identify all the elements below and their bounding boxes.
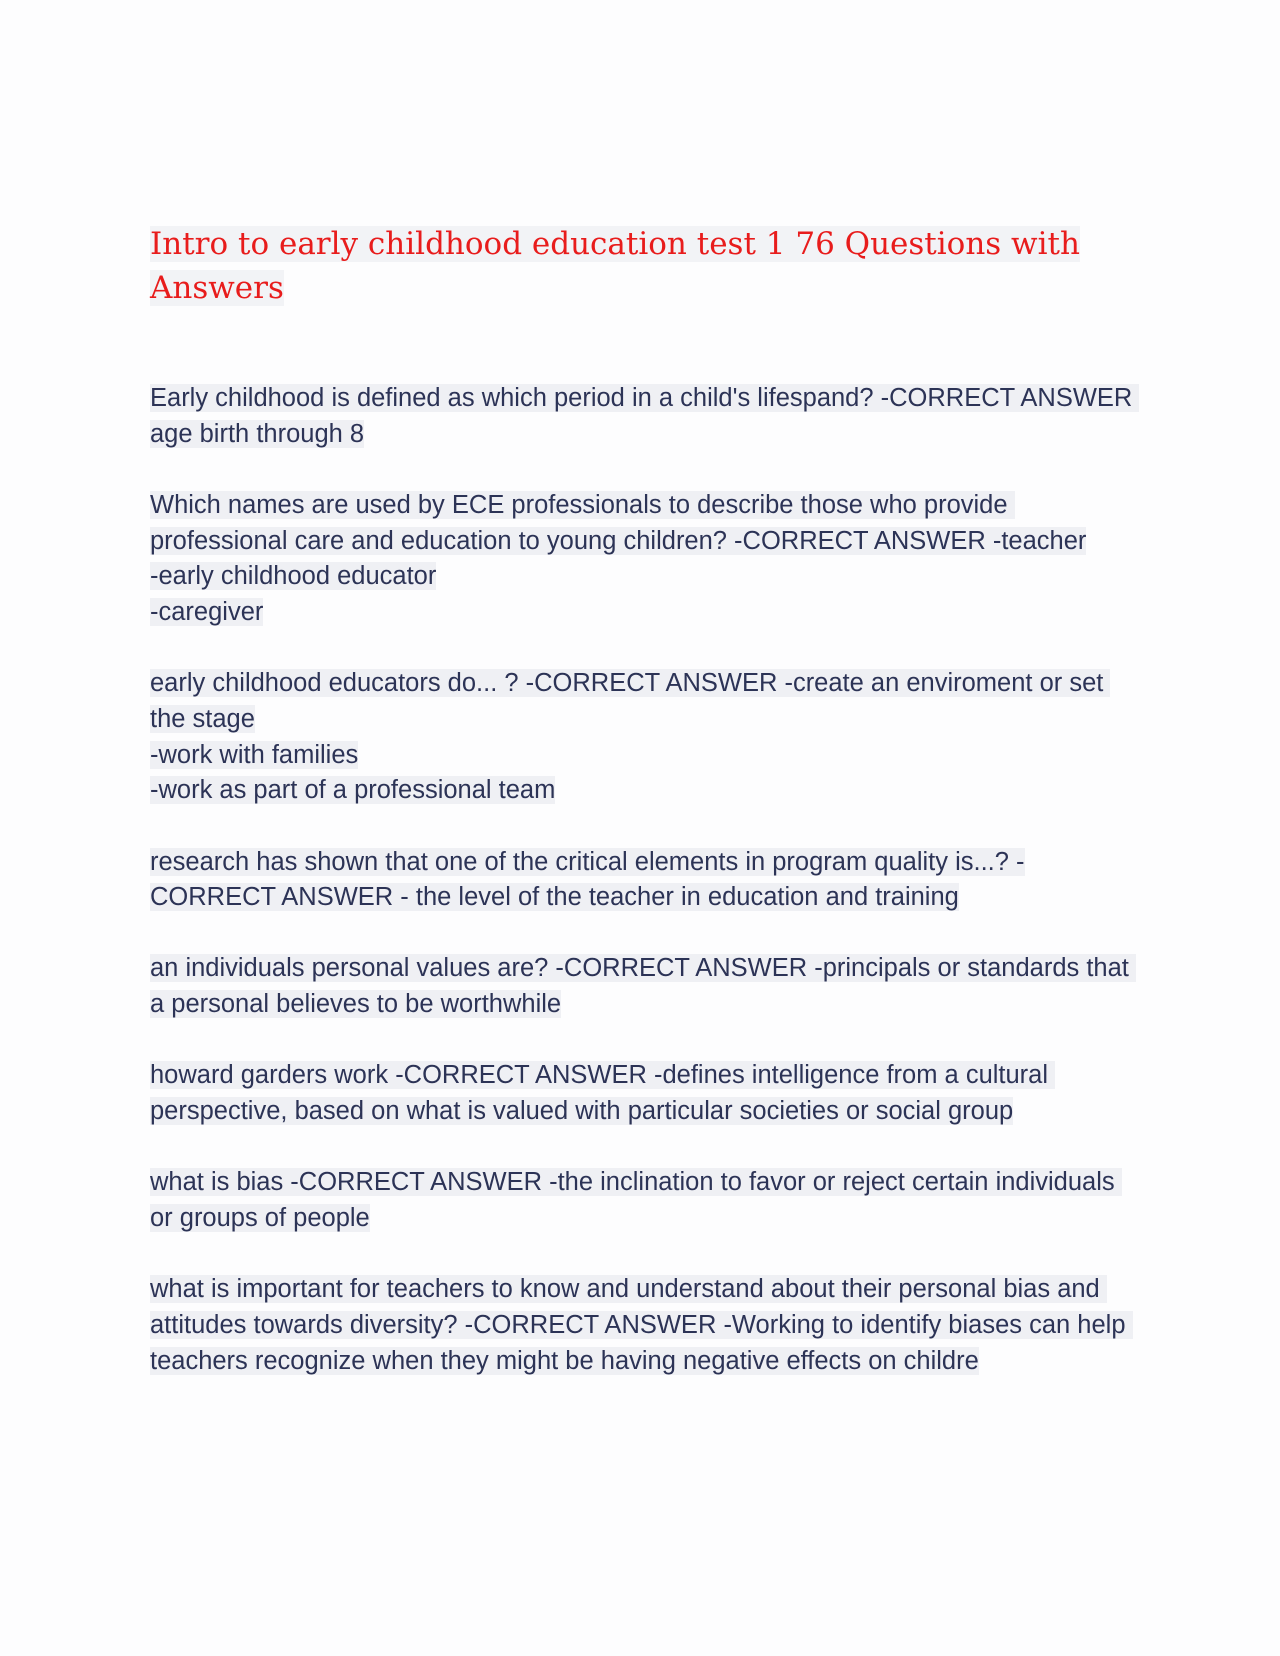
qa-item-text: what is important for teachers to know and understand about their personal bias and attitudes towards diversity? -CORRECT ANSWER -Working to identify biases can help teachers recognize when they might be having negative effects on childre <box>150 1275 1133 1375</box>
qa-item-text: an individuals personal values are? -CORRECT ANSWER -principals or standards that a personal believes to be worthwhile <box>150 954 1136 1019</box>
qa-list <box>150 381 1140 1379</box>
qa-item-text: early childhood educators do... ? -CORRECT ANSWER -create an enviroment or set the stage -work with families -work as part of a professional team <box>150 669 1110 804</box>
document-title <box>150 222 1140 310</box>
qa-item-text: what is bias -CORRECT ANSWER -the inclination to favor or reject certain individuals or groups of people <box>150 1168 1122 1232</box>
document-title-text: Intro to early childhood education test 1 76 Questions with Answers <box>150 226 1080 306</box>
qa-item-4 <box>150 845 1140 916</box>
qa-item-1 <box>150 381 1140 452</box>
qa-item-2 <box>150 488 1140 631</box>
qa-item-text: research has shown that one of the critical elements in program quality is...? -CORRECT ANSWER - the level of the teacher in education and training <box>150 847 1025 912</box>
qa-item-7 <box>150 1165 1140 1236</box>
qa-item-5 <box>150 951 1140 1022</box>
qa-item-text: Early childhood is defined as which period in a child's lifespand? -CORRECT ANSWER age birth through 8 <box>150 384 1140 448</box>
document-content <box>150 222 1140 1415</box>
qa-item-6 <box>150 1058 1140 1129</box>
qa-item-8 <box>150 1272 1140 1379</box>
qa-item-3 <box>150 666 1140 809</box>
qa-item-text: Which names are used by ECE professionals to describe those who provide professional care and education to young children? -CORRECT ANSWER -teacher -early childhood educator -caregiver <box>150 490 1087 627</box>
qa-item-text: howard garders work -CORRECT ANSWER -defines intelligence from a cultural perspective, based on what is valued with particular societies or social group <box>150 1061 1056 1126</box>
